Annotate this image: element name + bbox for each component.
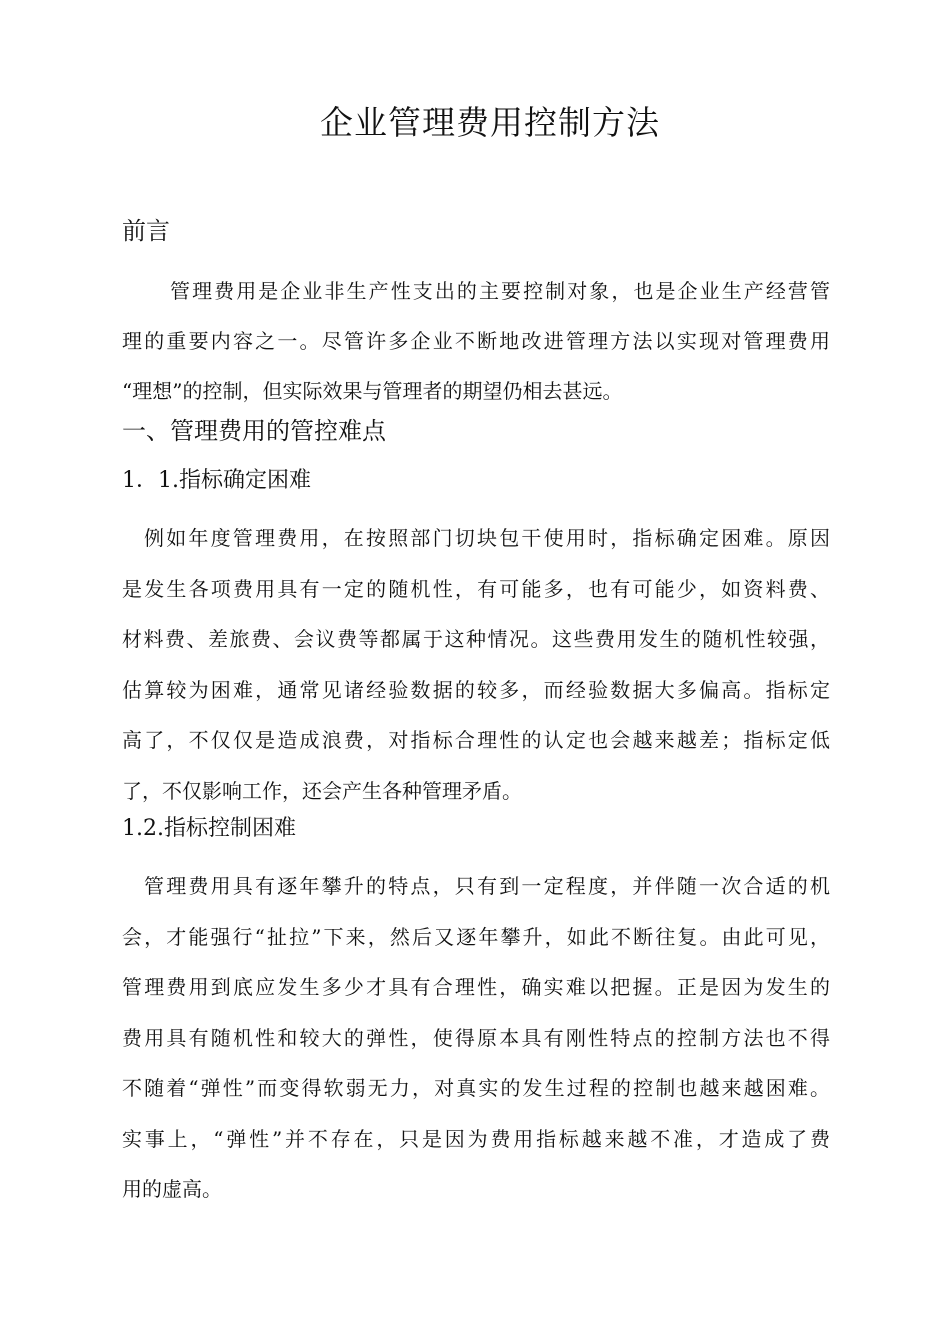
paragraph-line: “理想”的控制，但实际效果与管理者的期望仍相去甚远。 [122, 379, 623, 403]
paragraph-line: 估算较为困难，通常见诸经验数据的较多，而经验数据大多偏高。指标定 [122, 677, 830, 702]
paragraph-line: 费用具有随机性和较大的弹性，使得原本具有刚性特点的控制方法也不得 [122, 1025, 830, 1050]
subsection-heading-target-setting: 1．1.指标确定困难 [122, 468, 311, 493]
paragraph-line: 了，不仅影响工作，还会产生各种管理矛盾。 [122, 778, 522, 803]
target-control-paragraph [122, 861, 830, 1215]
paragraph-line: 不随着“弹性”而变得软弱无力，对真实的发生过程的控制也越来越困难。 [122, 1076, 830, 1100]
paragraph-line: 理的重要内容之一。尽管许多企业不断地改进管理方法以实现对管理费用 [122, 329, 830, 353]
paragraph-line: 是发生各项费用具有一定的随机性，有可能多，也有可能少，如资料费、 [122, 576, 830, 601]
paragraph-line: 实事上，“弹性”并不存在，只是因为费用指标越来越不准，才造成了费 [122, 1126, 830, 1151]
target-setting-paragraph [122, 513, 830, 816]
section-heading-difficulties: 一、管理费用的管控难点 [122, 417, 386, 445]
paragraph-line: 管理费用具有逐年攀升的特点，只有到一定程度，并伴随一次合适的机 [144, 874, 830, 898]
paragraph-line: 高了，不仅仅是造成浪费，对指标合理性的认定也会越来越差；指标定低 [122, 728, 830, 752]
document-title: 企业管理费用控制方法 [320, 103, 660, 142]
paragraph-line: 材料费、差旅费、会议费等都属于这种情况。这些费用发生的随机性较强， [122, 627, 830, 651]
subsection-heading-target-control: 1.2.指标控制困难 [122, 816, 296, 841]
preface-paragraph [122, 266, 830, 416]
section-heading-preface: 前言 [122, 217, 170, 245]
paragraph-line: 管理费用是企业非生产性支出的主要控制对象，也是企业生产经营管 [170, 279, 830, 303]
paragraph-line: 管理费用到底应发生多少才具有合理性，确实难以把握。正是因为发生的 [122, 975, 830, 999]
paragraph-line: 例如年度管理费用，在按照部门切块包干使用时，指标确定困难。原因 [144, 526, 830, 550]
paragraph-line: 会，才能强行“扯拉”下来，然后又逐年攀升，如此不断往复。由此可见， [122, 924, 830, 949]
paragraph-line: 用的虚高。 [122, 1177, 222, 1201]
